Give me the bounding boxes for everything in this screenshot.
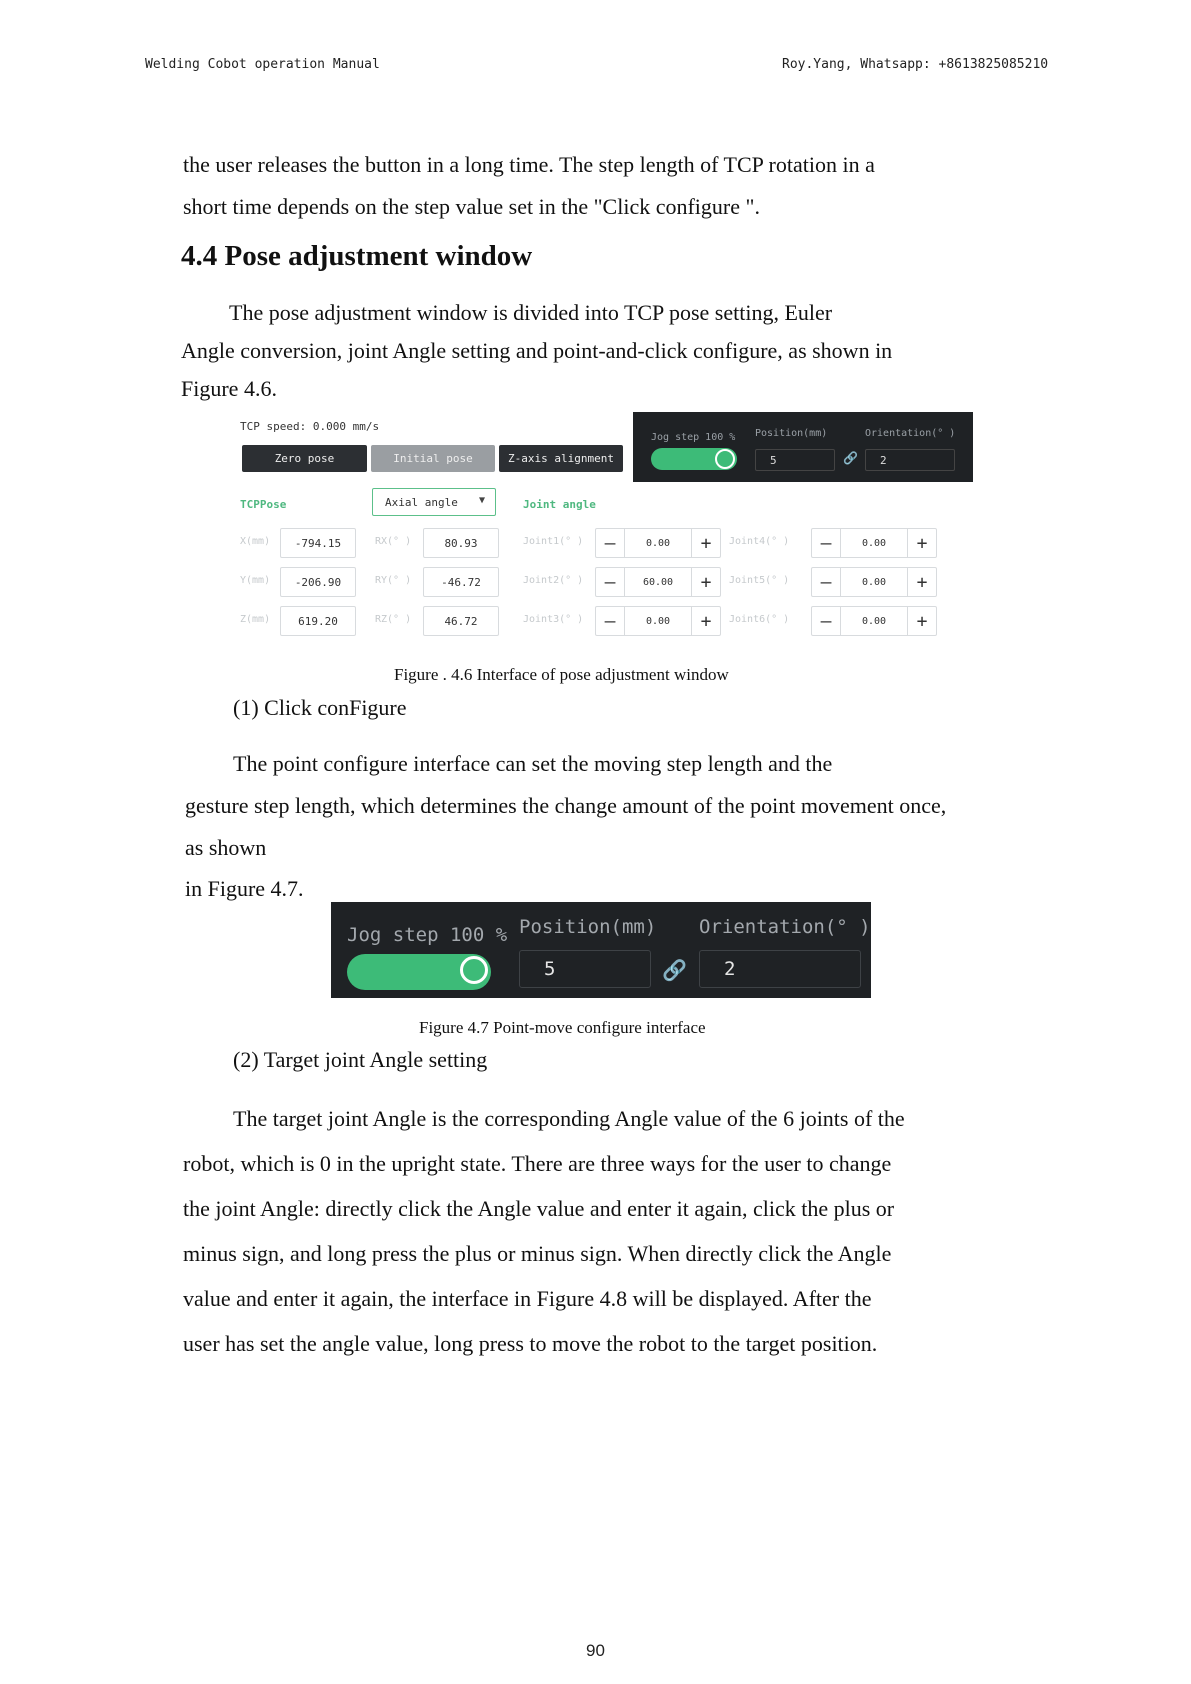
tcp-speed-readout: TCP speed: 0.000 mm/s — [240, 420, 380, 433]
text-line: short time depends on the step value set in the "Click configure ". — [183, 194, 760, 219]
text-line: in Figure 4.7. — [185, 876, 304, 901]
joint5-label: Joint5(° ) — [729, 575, 790, 586]
joint3-label: Joint3(° ) — [523, 614, 584, 625]
text-line: Figure 4.6. — [181, 376, 277, 401]
x-input[interactable]: -794.15 — [280, 528, 356, 558]
plus-button[interactable]: + — [916, 610, 928, 632]
point-configure-paragraph — [185, 743, 1015, 909]
joint3-value[interactable]: 0.00 — [624, 607, 692, 635]
text-line: robot, which is 0 in the upright state. There are three ways for the user to change — [183, 1151, 892, 1176]
joint4-stepper — [811, 528, 937, 558]
position-label: Position(mm) — [755, 428, 828, 439]
header-contact: Roy.Yang, Whatsapp: +8613825085210 — [782, 57, 1049, 72]
initial-pose-button[interactable]: Initial pose — [371, 445, 495, 472]
toggle-knob — [460, 956, 488, 984]
rx-input[interactable]: 80.93 — [423, 528, 499, 558]
joint1-value[interactable]: 0.00 — [624, 529, 692, 557]
section-heading: 4.4 Pose adjustment window — [181, 240, 533, 272]
rz-label: RZ(° ) — [375, 614, 412, 625]
text-line: value and enter it again, the interface in Figure 4.8 will be displayed. After the — [183, 1286, 872, 1311]
figure-point-move-configure — [331, 902, 871, 998]
ry-input[interactable]: -46.72 — [423, 567, 499, 597]
joint2-value[interactable]: 60.00 — [624, 568, 692, 596]
joint4-value[interactable]: 0.00 — [840, 529, 908, 557]
z-label: Z(mm) — [240, 614, 271, 625]
z-axis-alignment-button[interactable]: Z-axis alignment — [499, 445, 623, 472]
joint2-label: Joint2(° ) — [523, 575, 584, 586]
minus-button[interactable]: — — [820, 610, 832, 632]
position-label: Position(mm) — [519, 916, 657, 938]
plus-button[interactable]: + — [916, 571, 928, 593]
figure-4-6-caption: Figure . 4.6 Interface of pose adjustment window — [394, 665, 729, 684]
text-line: Angle conversion, joint Angle setting and point-and-click configure, as shown in — [181, 338, 893, 363]
text-line: The point configure interface can set the moving step length and the — [233, 751, 833, 776]
minus-button[interactable]: — — [604, 532, 616, 554]
plus-button[interactable]: + — [916, 532, 928, 554]
plus-button[interactable]: + — [700, 610, 712, 632]
text-line: user has set the angle value, long press to move the robot to the target position. — [183, 1331, 878, 1356]
minus-button[interactable]: — — [820, 532, 832, 554]
toggle-knob — [715, 449, 735, 469]
select-value: Axial angle — [385, 495, 458, 509]
jog-step-label: Jog step 100 % — [651, 432, 736, 443]
subheading-target-joint-angle: (2) Target joint Angle setting — [233, 1047, 488, 1072]
header-title: Welding Cobot operation Manual — [145, 57, 380, 72]
joint3-stepper — [595, 606, 721, 636]
text-line: gesture step length, which determines the change amount of the point movement once, — [185, 793, 947, 818]
ry-label: RY(° ) — [375, 575, 412, 586]
joint5-stepper — [811, 567, 937, 597]
euler-mode-select[interactable] — [372, 488, 496, 516]
joint6-stepper — [811, 606, 937, 636]
tcp-pose-label: TCPPose — [240, 498, 287, 511]
text-line: minus sign, and long press the plus or minus sign. When directly click the Angle — [183, 1241, 892, 1266]
joint2-stepper — [595, 567, 721, 597]
text-line: the joint Angle: directly click the Angle value and enter it again, click the plus or — [183, 1196, 895, 1221]
link-icon[interactable]: 🔗 — [662, 958, 687, 982]
pose-window-paragraph — [181, 294, 1011, 408]
joint6-label: Joint6(° ) — [729, 614, 790, 625]
minus-button[interactable]: — — [820, 571, 832, 593]
intro-paragraph — [183, 144, 1013, 228]
joint4-label: Joint4(° ) — [729, 536, 790, 547]
target-joint-paragraph — [183, 1096, 1013, 1366]
position-step-input[interactable]: 5 — [519, 950, 651, 988]
text-line: The pose adjustment window is divided into TCP pose setting, Euler — [229, 300, 833, 325]
orientation-label: Orientation(° ) — [699, 916, 871, 938]
orientation-step-input[interactable]: 2 — [865, 449, 955, 471]
orientation-step-input[interactable]: 2 — [699, 950, 861, 988]
jog-step-toggle[interactable] — [651, 448, 737, 470]
jog-step-toggle[interactable] — [347, 954, 491, 990]
plus-button[interactable]: + — [700, 571, 712, 593]
text-line: as shown — [185, 835, 267, 860]
plus-button[interactable]: + — [700, 532, 712, 554]
link-icon[interactable]: 🔗 — [843, 451, 858, 465]
jog-panel — [633, 412, 973, 482]
joint5-value[interactable]: 0.00 — [840, 568, 908, 596]
joint-angle-label: Joint angle — [523, 498, 596, 511]
x-label: X(mm) — [240, 536, 271, 547]
z-input[interactable]: 619.20 — [280, 606, 356, 636]
minus-button[interactable]: — — [604, 610, 616, 632]
y-input[interactable]: -206.90 — [280, 567, 356, 597]
rz-input[interactable]: 46.72 — [423, 606, 499, 636]
jog-step-label: Jog step 100 % — [347, 924, 508, 946]
figure-pose-adjustment — [225, 412, 973, 642]
y-label: Y(mm) — [240, 575, 271, 586]
text-line: the user releases the button in a long time. The step length of TCP rotation in a — [183, 152, 875, 177]
subheading-click-configure: (1) Click conFigure — [233, 695, 407, 720]
joint1-stepper — [595, 528, 721, 558]
joint1-label: Joint1(° ) — [523, 536, 584, 547]
chevron-down-icon: ▼ — [478, 495, 485, 506]
position-step-input[interactable]: 5 — [755, 449, 835, 471]
orientation-label: Orientation(° ) — [865, 428, 956, 439]
zero-pose-button[interactable]: Zero pose — [242, 445, 367, 472]
joint6-value[interactable]: 0.00 — [840, 607, 908, 635]
text-line: The target joint Angle is the corresponding Angle value of the 6 joints of the — [233, 1106, 905, 1131]
minus-button[interactable]: — — [604, 571, 616, 593]
figure-4-7-caption: Figure 4.7 Point-move configure interface — [419, 1018, 706, 1037]
page-number: 90 — [586, 1641, 605, 1660]
rx-label: RX(° ) — [375, 536, 412, 547]
